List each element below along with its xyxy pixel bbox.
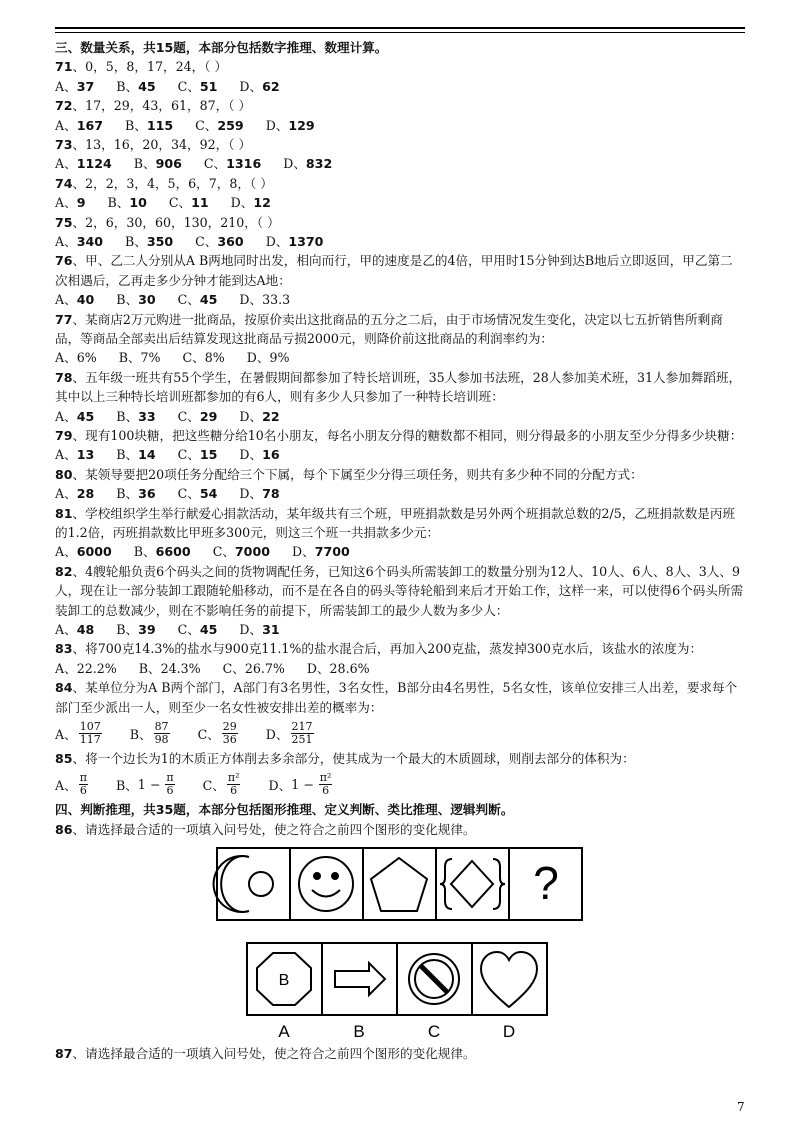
option-row — [55, 116, 745, 135]
option-a[interactable]: A、9 — [55, 195, 86, 211]
question-85 — [55, 749, 745, 768]
question-number: 84 — [55, 680, 73, 696]
fraction-numerator: 87 — [154, 719, 169, 733]
fraction-denominator: 6 — [322, 783, 330, 797]
fraction-numerator: π² — [227, 770, 240, 784]
option-a[interactable]: A、22.2% — [55, 660, 117, 676]
question-text: 、请选择最合适的一项填入问号处，使之符合之前四个图形的变化规律。 — [72, 1046, 476, 1061]
option-a[interactable]: A、28 — [55, 486, 95, 502]
question-text: 、某单位分为A B两个部门，A部门有3名男性，3名女性，B部分由4名男性，5名女性，该单位安排三人出差，要求每个部门至少派出一人，则至少一名女性被安排出差的概率为： — [55, 680, 738, 715]
option-letter: C、 — [197, 726, 220, 742]
option-c[interactable]: C、259 — [195, 117, 244, 133]
option-d[interactable]: D、22 — [239, 408, 280, 424]
pentagon-shape — [371, 858, 427, 911]
option-a[interactable]: A、340 — [55, 233, 103, 249]
fraction-numerator: π² — [319, 770, 332, 784]
section3-heading: 三、数量关系，共15题，本部分包括数字推理、数理计算。 — [55, 40, 388, 55]
option-letter: D、 — [265, 726, 289, 742]
option-d[interactable]: D、16 — [239, 447, 280, 463]
q86-figure — [205, 847, 595, 1042]
option-c[interactable]: C、26.7% — [222, 660, 285, 676]
option-letter: B、 — [115, 777, 138, 793]
option-b[interactable]: B、24.3% — [138, 660, 201, 676]
option-d[interactable]: D、1370 — [265, 233, 324, 249]
option-c[interactable]: C、15 — [177, 447, 218, 463]
option-b[interactable]: B、6600 — [133, 544, 191, 560]
option-a[interactable]: A、167 — [55, 117, 103, 133]
question-72 — [55, 96, 745, 115]
option-a[interactable] — [55, 721, 104, 746]
question-78 — [55, 368, 745, 407]
question-list — [55, 57, 745, 800]
option-row — [55, 717, 745, 749]
question-76 — [55, 251, 745, 290]
question-number: 79 — [55, 427, 73, 443]
question-number: 80 — [55, 466, 73, 482]
answer-label-c: C — [427, 1022, 441, 1041]
fraction-numerator: π — [166, 770, 174, 784]
question-73 — [55, 135, 745, 154]
question-text: 、2，2，3，4，5，6，7，8，（ ） — [72, 175, 273, 191]
fraction-numerator: 29 — [222, 719, 237, 733]
right-brace — [493, 859, 505, 909]
option-d[interactable]: D、9% — [246, 350, 290, 366]
fraction-denominator: 117 — [79, 732, 101, 746]
question-number: 77 — [55, 311, 73, 327]
option-b[interactable]: B、115 — [125, 117, 174, 133]
option-letter: D、 — [268, 777, 292, 793]
question-number: 74 — [55, 175, 73, 191]
question-75 — [55, 213, 745, 232]
option-d[interactable] — [268, 772, 334, 797]
option-c[interactable]: C、11 — [168, 195, 209, 211]
option-prefix: 1 − — [137, 776, 161, 792]
option-row — [55, 193, 745, 212]
fraction — [165, 772, 174, 797]
option-a[interactable]: A、13 — [55, 447, 95, 463]
option-b[interactable]: B、36 — [116, 486, 156, 502]
fraction-numerator: 217 — [291, 719, 313, 733]
fraction — [79, 721, 102, 746]
fraction — [222, 721, 238, 746]
question-number: 81 — [55, 505, 73, 521]
question-79 — [55, 426, 745, 445]
fraction-numerator: π — [79, 770, 87, 784]
option-c[interactable]: C、54 — [177, 486, 218, 502]
option-row — [55, 484, 745, 503]
option-row — [247, 943, 547, 1015]
option-row — [55, 620, 745, 639]
sequence-row — [214, 848, 582, 920]
fraction — [319, 772, 333, 797]
question-number: 78 — [55, 369, 73, 385]
fraction-denominator: 6 — [79, 783, 87, 797]
question-number: 82 — [55, 563, 73, 579]
question-text: 、某领导要把20项任务分配给三个下属，每个下属至少分得三项任务，则共有多少种不同的分配方式： — [72, 466, 643, 482]
answer-label-a: A — [278, 1022, 290, 1041]
question-71 — [55, 57, 745, 76]
option-b[interactable]: B、906 — [133, 156, 182, 172]
option-d[interactable]: D、7700 — [291, 544, 350, 560]
option-b[interactable]: B、30 — [116, 292, 156, 308]
option-d[interactable]: D、129 — [265, 117, 315, 133]
fraction-denominator: 251 — [291, 732, 313, 746]
option-row — [55, 542, 745, 561]
question-text: 、请选择最合适的一项填入问号处，使之符合之前四个图形的变化规律。 — [72, 821, 476, 837]
fraction-denominator: 36 — [222, 732, 237, 746]
page-content — [55, 38, 745, 839]
question-number: 75 — [55, 214, 73, 230]
question-number: 87 — [55, 1046, 73, 1061]
option-letter: B、 — [129, 726, 152, 742]
page-number: 7 — [737, 1100, 745, 1114]
question-text: 、某商店2万元购进一批商品，按原价卖出这批商品的五分之二后，由于市场情况发生变化，决定以七五折销售所剩商品，等商品全部卖出后结算发现这批商品亏损2000元，则降价前这批商品的利润率约为： — [55, 311, 723, 346]
smiley-eye — [332, 873, 338, 879]
option-a[interactable]: A、48 — [55, 622, 95, 637]
prohibition-slash — [420, 965, 448, 993]
question-number: 85 — [55, 751, 73, 766]
question-87 — [55, 1044, 745, 1063]
question-number: 73 — [55, 136, 73, 152]
option-prefix: 1 − — [291, 776, 314, 792]
question-number: 83 — [55, 641, 73, 657]
fraction-denominator: 6 — [166, 783, 174, 797]
question-86 — [55, 820, 745, 839]
question-text: 、0，5，8，17，24，（ ） — [72, 59, 228, 75]
question-text: 、13，16，20，34，92，（ ） — [72, 136, 252, 152]
option-row — [55, 154, 745, 173]
option-c[interactable]: C、51 — [177, 78, 218, 94]
option-c[interactable]: C、29 — [177, 408, 218, 424]
option-row — [55, 445, 745, 464]
option-d[interactable]: D、12 — [230, 195, 271, 211]
option-row — [55, 768, 745, 800]
question-text: 、将700克14.3%的盐水与900克11.1%的盐水混合后，再加入200克盐，蒸发掉300克水后，该盐水的浓度为： — [72, 641, 703, 657]
option-b[interactable] — [130, 721, 172, 746]
question-text: 、17，29，43，61，87，（ ） — [72, 98, 252, 114]
header-rule-thick — [55, 27, 745, 29]
option-d[interactable]: D、31 — [239, 622, 280, 637]
octagon-letter: B — [278, 972, 290, 989]
option-a[interactable]: A、1124 — [55, 156, 112, 172]
option-a[interactable]: A、45 — [55, 408, 95, 424]
crescent-shape — [214, 856, 249, 912]
question-number: 71 — [55, 59, 73, 75]
option-c[interactable]: C、1316 — [203, 156, 262, 172]
question-81 — [55, 504, 745, 543]
option-c[interactable]: C、7000 — [212, 544, 270, 560]
option-b[interactable]: B、14 — [116, 447, 156, 463]
fraction-numerator: 107 — [79, 719, 101, 733]
question-77 — [55, 310, 745, 349]
option-b[interactable]: B、350 — [125, 233, 174, 249]
option-c[interactable]: C、360 — [195, 233, 244, 249]
option-d[interactable]: D、28.6% — [306, 660, 370, 676]
option-b[interactable]: B、10 — [107, 195, 147, 211]
option-b[interactable]: B、45 — [116, 78, 156, 94]
option-letter: C、 — [202, 777, 225, 793]
question-number: 72 — [55, 98, 73, 114]
question-84 — [55, 678, 745, 717]
option-c[interactable]: C、45 — [177, 292, 218, 308]
question-83 — [55, 639, 745, 658]
option-letter: A、 — [55, 726, 77, 742]
question-text: 、4艘轮船负责6个码头之间的货物调配任务，已知这6个码头所需装卸工的数量分别为12人、10人、6人、8人、3人、9人，现在让一部分装卸工跟随轮船移动，而不是在各自的码头等待轮船到来后才开始工作，这样一来，可以使得6个码头所需装卸工的总数减少，则在不影响任务的前提下，所需装卸工的最少人数为多少人： — [55, 563, 744, 618]
option-c[interactable] — [198, 721, 240, 746]
smiley-mouth — [312, 890, 340, 897]
question-text: 、学校组织学生举行献爱心捐款活动，某年级共有三个班，甲班捐款数是另外两个班捐款总数的2/5，乙班捐款数是丙班的1.2倍，丙班捐款数比甲班多300元，则这三个班一共捐款多少元： — [55, 505, 736, 540]
smiley-face — [299, 857, 353, 911]
option-row — [55, 77, 745, 96]
question-number: 86 — [55, 821, 73, 837]
option-a[interactable]: A、37 — [55, 78, 95, 94]
option-letter: A、 — [55, 777, 77, 793]
question-text: 、2，6，30，60，130，210，（ ） — [72, 214, 280, 230]
option-d[interactable]: D、33.3 — [239, 292, 291, 308]
option-c[interactable]: C、8% — [182, 350, 225, 366]
question-80 — [55, 465, 745, 484]
question-74 — [55, 174, 745, 193]
question-text: 、现有100块糖，把这些糖分给10名小朋友，每名小朋友分得的糖数都不相同，则分得最多的小朋友至少分得多少块糖： — [72, 427, 743, 443]
header-rule-thin — [55, 32, 745, 33]
option-c[interactable] — [203, 772, 243, 797]
smiley-eye — [314, 873, 320, 879]
option-d[interactable]: D、78 — [239, 486, 280, 502]
circle-shape — [249, 872, 273, 896]
fraction — [291, 721, 314, 746]
question-82 — [55, 562, 745, 620]
option-c[interactable]: C、45 — [177, 622, 218, 637]
question-text: 、甲、乙二人分别从A B两地同时出发，相向而行，甲的速度是乙的4倍，甲用时15分钟到达B地后立即返回，甲乙第二次相遇后，乙再走多少分钟才能到达A地： — [55, 253, 733, 288]
fraction — [154, 721, 170, 746]
fraction-denominator: 6 — [230, 783, 238, 797]
option-b[interactable]: B、33 — [116, 408, 156, 424]
option-row — [55, 348, 745, 367]
option-b[interactable]: B、7% — [118, 350, 161, 366]
option-row — [55, 290, 745, 309]
option-a[interactable]: A、6000 — [55, 544, 112, 560]
fraction-denominator: 98 — [154, 732, 169, 746]
arrow-shape — [335, 963, 385, 995]
option-d[interactable]: D、832 — [283, 156, 333, 172]
option-a[interactable]: A、40 — [55, 292, 95, 308]
answer-label-d: D — [502, 1022, 516, 1041]
option-row — [55, 659, 745, 678]
option-a[interactable] — [55, 772, 90, 797]
option-row — [55, 232, 745, 251]
option-b[interactable] — [116, 772, 177, 797]
fraction — [227, 772, 241, 797]
option-b[interactable]: B、39 — [116, 622, 156, 637]
answer-label-b: B — [353, 1022, 365, 1041]
section4-heading: 四、判断推理，共35题，本部分包括图形推理、定义判断、类比推理、逻辑判断。 — [55, 802, 514, 818]
option-d[interactable]: D、62 — [239, 78, 280, 94]
heart-shape — [481, 952, 537, 1007]
question-text: 、将一个边长为1的木质正方体削去多余部分，使其成为一个最大的木质圆球，则削去部分的体积为： — [72, 751, 635, 766]
diamond-shape — [451, 861, 493, 907]
question-number: 76 — [55, 253, 73, 269]
option-d[interactable] — [266, 721, 316, 746]
option-row — [55, 407, 745, 426]
fraction — [79, 772, 88, 797]
question-mark: ? — [533, 857, 559, 909]
option-a[interactable]: A、6% — [55, 350, 97, 366]
question-text: 、五年级一班共有55个学生，在暑假期间都参加了特长培训班，35人参加书法班，28人参加美术班，31人参加舞蹈班，其中以上三种特长培训班都参加的有6人，则有多少人只参加了一种特长培训班： — [55, 369, 742, 405]
